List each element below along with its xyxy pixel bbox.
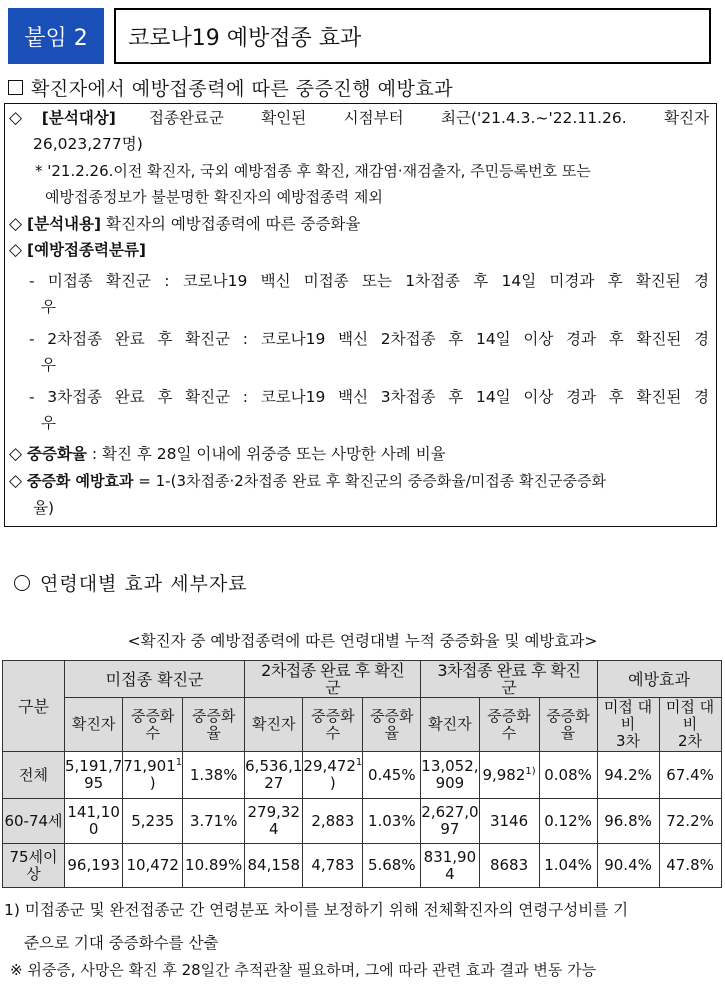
circle-bullet-icon	[14, 575, 30, 591]
subheader-confirmed: 확진자	[421, 698, 479, 752]
dose2-rate-cell	[363, 844, 421, 888]
unvax-rate-cell	[183, 752, 245, 799]
subheader-confirmed: 확진자	[65, 698, 123, 752]
row-label-a: 60-74세	[4, 811, 63, 830]
unvax-severe: 5,235	[131, 811, 175, 830]
dose2-rate-cell-value: 5.68%	[367, 856, 416, 874]
subheader-rate-a: 중증화	[546, 706, 590, 725]
unvax-rate-cell	[183, 844, 245, 888]
rate-line	[9, 444, 446, 464]
unvax-severe: 10,472	[126, 856, 179, 874]
unvax-severe-cell	[123, 752, 183, 799]
exclusion-note-line1: * '21.2.26.이전 확진자, 국외 예방접종 후 확진, 재감염·재검출자, 주민등록번호 또는	[35, 162, 591, 180]
subheader-eff3-b: 비	[620, 715, 636, 733]
subheader-rate-b: 율	[206, 723, 221, 742]
dose2-severe: 29,472	[303, 757, 356, 775]
header-dose3-b: 군	[501, 678, 517, 697]
subheader-severe-count	[479, 698, 539, 752]
content-line	[9, 214, 360, 234]
subheader-severe-b: 수	[145, 723, 160, 742]
unvax-rate-cell	[183, 799, 245, 844]
table-row	[3, 844, 722, 888]
target-line	[9, 108, 709, 128]
subheader-rate-b: 율	[384, 723, 400, 742]
checkbox-square-icon	[8, 80, 23, 95]
dose2-severe-cell	[303, 799, 363, 844]
dose2-rate-cell-value: 0.45%	[367, 765, 416, 784]
subheader-eff3-c: 3차	[616, 732, 641, 750]
footnote-marker: 1	[175, 757, 183, 768]
diamond-icon: ◇	[9, 471, 23, 491]
header-dose2	[245, 661, 421, 698]
target-text: 접종완료군 확인된 시점부터 최근('21.4.3.~'22.11.26. 확진자	[149, 109, 709, 127]
section1-heading	[8, 74, 453, 101]
footnote-1: 1) 미접종군 및 완전접종군 간 연령분포 차이를 보정하기 위해 전체확진자의 연령구성비를 기	[4, 901, 629, 919]
rate-label: 중증화율	[27, 445, 87, 463]
dose2-severe-cell	[303, 752, 363, 799]
page-title	[114, 8, 711, 64]
subheader-severe-a: 중증화	[130, 706, 175, 725]
dose2-confirmed-a: 84,158	[247, 856, 301, 874]
subheader-eff2-b: 비	[682, 715, 698, 733]
subheader-severe-rate	[183, 698, 245, 752]
unvax-confirmed-a: 96,193	[67, 856, 120, 874]
class3-line-cont: 우	[41, 414, 56, 432]
effect-vs-dose3-cell	[597, 799, 659, 844]
effect-vs-dose2-cell-value: 47.8%	[666, 856, 714, 874]
dose3-confirmed-a: 831,90	[423, 847, 477, 866]
effect-vs-dose3-cell	[597, 752, 659, 799]
table-caption: <확진자 중 예방접종력에 따른 연령대별 누적 중증화율 및 예방효과>	[127, 632, 598, 650]
section1-heading-text: 확진자에서 예방접종력에 따른 중증진행 예방효과	[31, 78, 454, 100]
dose3-severe: 8683	[489, 856, 529, 874]
dose2-severe-cont: )	[329, 774, 336, 792]
section2-heading	[14, 569, 248, 596]
effect-vs-dose3-cell	[597, 844, 659, 888]
subheader-severe-rate	[363, 698, 421, 752]
dose2-severe-cell	[303, 844, 363, 888]
rate-text: : 확진 후 28일 이내에 위중증 또는 사망한 사례 비율	[91, 445, 446, 463]
row-label-cell	[3, 752, 65, 799]
unvax-confirmed-a: 141,10	[67, 803, 120, 821]
effect-vs-dose2-cell	[659, 799, 721, 844]
dose3-rate-cell	[539, 799, 597, 844]
unvax-confirmed-cell	[65, 799, 123, 844]
unvax-confirmed-a: 5,191,7	[65, 757, 123, 775]
diamond-icon: ◇	[9, 214, 23, 234]
effect-vs-dose2-cell-value: 72.2%	[666, 811, 714, 830]
unvax-severe-cell	[123, 844, 183, 888]
table-row	[3, 799, 722, 844]
dose3-confirmed-b: 4	[445, 864, 455, 883]
dose3-confirmed-b: 909	[435, 774, 465, 792]
class1-line: - 미접종 확진군 : 코로나19 백신 미접종 또는 1차접종 후 14일 미경과 후 확진된 경	[29, 272, 709, 290]
class3-line: - 3차접종 완료 후 확진군 : 코로나19 백신 3차접종 후 14일 이상 경과 후 확진된 경	[29, 388, 709, 406]
content-label: [분석내용]	[27, 215, 102, 233]
subheader-severe-b: 수	[325, 723, 341, 742]
page-title-text: 코로나19 예방접종 효과	[128, 25, 362, 51]
subheader-effect-vs-dose3	[597, 698, 659, 752]
subheader-severe-count	[303, 698, 363, 752]
row-label-a: 전체	[19, 765, 48, 784]
section2-heading-text: 연령대별 효과 세부자료	[40, 573, 248, 595]
dose2-severe: 2,883	[311, 811, 355, 830]
dose2-confirmed-b: 27	[264, 774, 284, 792]
dose2-confirmed-b: 4	[269, 820, 279, 838]
class2-line-cont: 우	[41, 356, 56, 374]
subheader-severe-a: 중증화	[487, 706, 531, 725]
classification-label: [예방접종력분류]	[27, 241, 146, 259]
dose3-confirmed-a: 13,052,	[421, 757, 479, 775]
footnote-marker: 1	[355, 757, 363, 768]
content-text: 확진자의 예방접종력에 따른 중증화율	[106, 215, 361, 233]
subheader-severe-b: 수	[501, 723, 517, 742]
dose3-severe-cell	[479, 844, 539, 888]
header-dose2-a: 2차접종 완료 후 확진	[261, 661, 405, 680]
dose3-confirmed-cell	[421, 752, 479, 799]
subheader-severe-rate	[539, 698, 597, 752]
unvax-rate-cell-value: 3.71%	[189, 811, 238, 830]
effect-vs-dose2-cell-value: 67.4%	[666, 765, 714, 784]
row-label-a: 75세이	[9, 847, 58, 866]
subheader-severe-a: 중증화	[311, 706, 355, 725]
classification-line	[9, 240, 146, 260]
dose3-severe: 3146	[489, 811, 529, 830]
dose2-rate-cell	[363, 799, 421, 844]
effect-vs-dose2-cell	[659, 844, 721, 888]
table-row	[3, 752, 722, 799]
effect-label: 중증화 예방효과	[26, 472, 134, 490]
footnote-2: ※ 위중증, 사망은 확진 후 28일간 추적관찰 필요하며, 그에 따라 관련 효과 결과 변동 가능	[10, 961, 597, 979]
subheader-confirmed: 확진자	[245, 698, 303, 752]
dose2-rate-cell-value: 1.03%	[367, 811, 416, 830]
header-dose3	[421, 661, 597, 698]
effect-vs-dose3-cell-value: 96.8%	[604, 811, 652, 830]
unvax-severe-cell	[123, 799, 183, 844]
dose3-rate-cell-value: 0.12%	[544, 811, 592, 830]
exclusion-note-line2: 예방접종정보가 불분명한 확진자의 예방접종력 제외	[45, 188, 383, 206]
footnote-1-cont: 준으로 기대 중증화수를 산출	[24, 934, 219, 952]
subheader-effect-vs-dose2	[659, 698, 721, 752]
footnote-marker: 1)	[525, 765, 536, 777]
effect-vs-dose2-cell	[659, 752, 721, 799]
subheader-eff3-a: 미접 대	[603, 698, 653, 716]
dose3-rate-cell	[539, 752, 597, 799]
diamond-icon: ◇	[9, 444, 23, 464]
dose3-severe-cell	[479, 799, 539, 844]
dose3-confirmed-b: 97	[440, 820, 460, 838]
unvax-confirmed-cell	[65, 844, 123, 888]
diamond-icon: ◇	[9, 240, 23, 260]
dose2-severe: 4,783	[311, 856, 355, 874]
subheader-severe-count	[123, 698, 183, 752]
dose2-rate-cell	[363, 752, 421, 799]
unvax-confirmed-b: 95	[84, 774, 104, 792]
unvax-confirmed-cell	[65, 752, 123, 799]
dose2-confirmed-cell	[245, 752, 303, 799]
header-dose3-a: 3차접종 완료 후 확진	[437, 661, 581, 680]
subheader-rate-a: 중증화	[370, 706, 414, 725]
dose2-confirmed-a: 6,536,1	[245, 757, 303, 775]
dose2-confirmed-cell	[245, 799, 303, 844]
unvax-confirmed-b: 0	[88, 820, 99, 838]
row-label-cell	[3, 844, 65, 888]
header-dose2-b: 군	[325, 678, 341, 697]
unvax-rate-cell-value: 10.89%	[185, 856, 243, 874]
target-count: 26,023,277명)	[33, 135, 143, 153]
class2-line: - 2차접종 완료 후 확진군 : 코로나19 백신 2차접종 후 14일 이상 경과 후 확진된 경	[29, 330, 709, 348]
effect-vs-dose3-cell-value: 94.2%	[604, 765, 652, 784]
efficacy-table	[2, 660, 722, 888]
unvax-severe-cont: )	[149, 774, 156, 792]
dose3-rate-cell-value: 1.04%	[544, 856, 592, 874]
dose3-severe: 9,982	[482, 765, 526, 784]
diamond-icon: ◇	[9, 108, 23, 128]
header-effect: 예방효과	[597, 661, 721, 698]
effect-text: = 1-(3차접종·2차접종 완료 후 확진군의 중증화율/미접종 확진군중증화	[138, 472, 606, 490]
dose2-confirmed-cell	[245, 844, 303, 888]
subheader-rate-a: 중증화	[191, 706, 236, 725]
class1-line-cont: 우	[41, 298, 56, 316]
dose3-rate-cell	[539, 844, 597, 888]
subheader-eff2-a: 미접 대	[665, 698, 715, 716]
row-label-cell	[3, 799, 65, 844]
target-label: [분석대상]	[41, 109, 116, 127]
header-unvaccinated: 미접종 확진군	[65, 661, 245, 698]
dose2-confirmed-a: 279,32	[247, 803, 301, 821]
dose3-confirmed-cell	[421, 799, 479, 844]
effect-vs-dose3-cell-value: 90.4%	[604, 856, 652, 874]
analysis-info-box	[4, 103, 717, 527]
subheader-eff2-c: 2차	[678, 732, 703, 750]
effect-line-cont: 율)	[33, 499, 55, 517]
effect-line	[9, 471, 606, 491]
attachment-badge: 붙임 2	[8, 8, 104, 64]
unvax-rate-cell-value: 1.38%	[189, 765, 238, 784]
unvax-severe: 71,901	[123, 757, 176, 775]
dose3-severe-cell	[479, 752, 539, 799]
row-label-b: 상	[26, 864, 41, 883]
subheader-rate-b: 율	[560, 723, 576, 742]
table-body	[3, 752, 722, 888]
dose3-confirmed-cell	[421, 844, 479, 888]
dose3-rate-cell-value: 0.08%	[544, 765, 592, 784]
dose3-confirmed-a: 2,627,0	[421, 803, 479, 821]
header-gubun: 구분	[3, 661, 65, 752]
